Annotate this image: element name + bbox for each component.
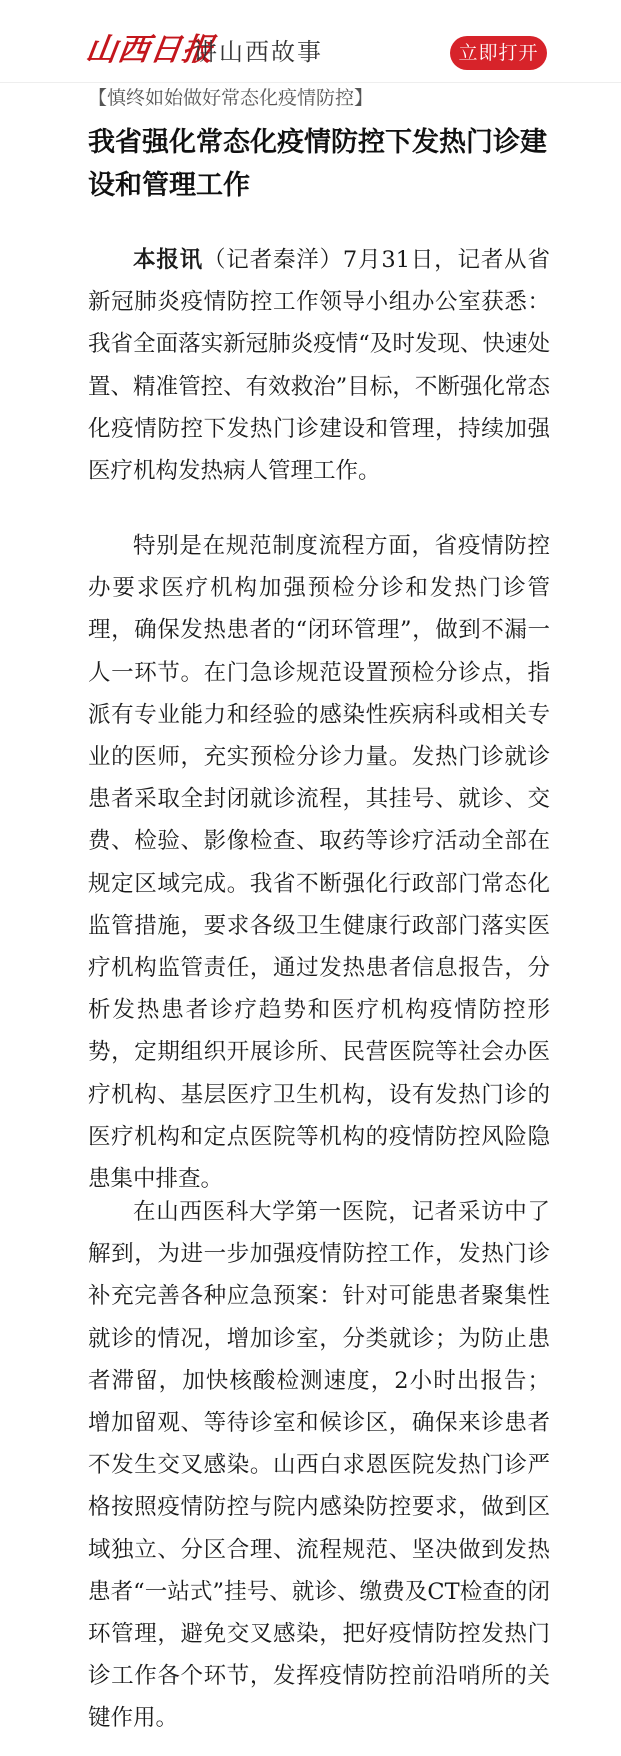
article-paragraph-3: 在山西医科大学第一医院，记者采访中了解到，为进一步加强疫情防控工作，发热门诊补充完善各种应急预案：针对可能患者聚集性就诊的情况，增加诊室，分类就诊；为防止患者滞留，加快核酸检测速度，2小时出报告；增加留观、等待诊室和候诊区，确保来诊患者不发生交叉感染。山西白求恩医院发热门诊严格按照疫情防控与院内感染防控要求，做到区域独立、分区合理、流程规范、坚决做到发热患者“一站式”挂号、就诊、缴费及CT检查的闭环管理，避免交叉感染，把好疫情防控发热门诊工作各个环节，发挥疫情防控前沿哨所的关键作用。: [88, 1199, 550, 1732]
app-banner: [0, 0, 621, 83]
brand-slogan: 讲山西故事: [193, 38, 323, 66]
lead-label: 本报讯: [133, 247, 203, 273]
article-paragraph-1: [88, 239, 550, 492]
article-paragraph-2: 特别是在规范制度流程方面，省疫情防控办要求医疗机构加强预检分诊和发热门诊管理，确保发热患者的“闭环管理”，做到不漏一人一环节。在门急诊规范设置预检分诊点，指派有专业能力和经验的感染性疾病科或相关专业的医师，充实预检分诊力量。发热门诊就诊患者采取全封闭就诊流程，其挂号、就诊、交费、检验、影像检查、取药等诊疗活动全部在规定区域完成。我省不断强化行政部门常态化监管措施，要求各级卫生健康行政部门落实医疗机构监管责任，通过发热患者信息报告，分析发热患者诊疗趋势和医疗机构疫情防控形势，定期组织开展诊所、民营医院等社会办医疗机构、基层医疗卫生机构，设有发热门诊的医疗机构和定点医院等机构的疫情防控风险隐患集中排查。: [88, 533, 550, 1193]
paragraph-1-text: （记者秦洋）7月31日，记者从省新冠肺炎疫情防控工作领导小组办公室获悉：我省全面落实新冠肺炎疫情“及时发现、快速处置、精准管控、有效救治”目标，不断强化常态化疫情防控下发热门诊建设和管理，持续加强医疗机构发热病人管理工作。: [88, 247, 550, 485]
open-app-button[interactable]: 立即打开: [450, 36, 547, 70]
article-title: 我省强化常态化疫情防控下发热门诊建设和管理工作: [88, 127, 547, 201]
topic-tag[interactable]: 【慎终如始做好常态化疫情防控】: [88, 87, 374, 109]
brand-logo[interactable]: 山西日报: [83, 32, 217, 68]
